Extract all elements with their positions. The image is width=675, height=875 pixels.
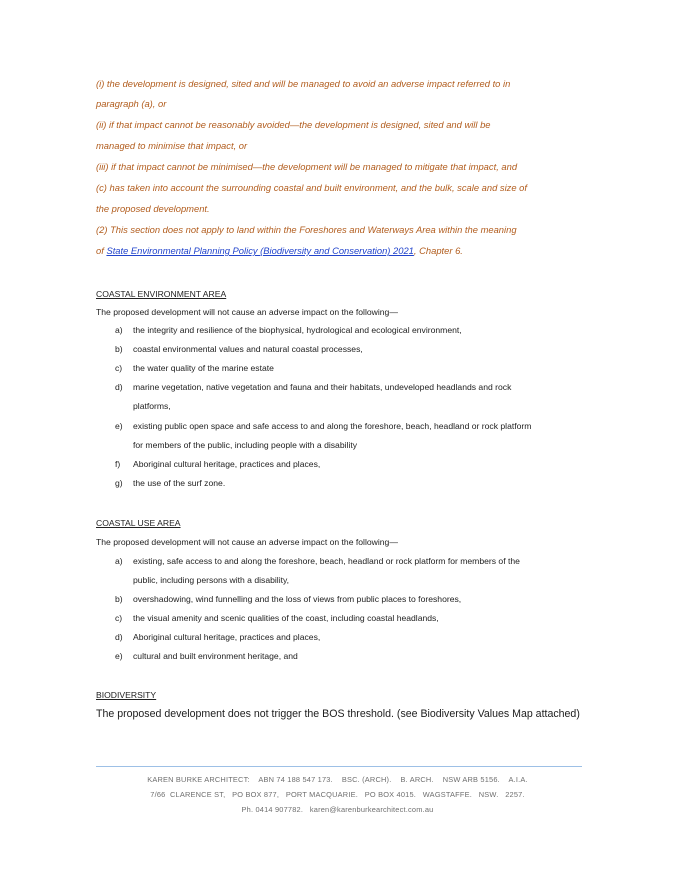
clause-line: (c) has taken into account the surrounding coastal and built environment, and the bulk, scale and size of (96, 182, 527, 193)
clause-line: (iii) if that impact cannot be minimised—the development will be managed to mitigate that impact, and (96, 161, 518, 172)
list-marker: a) (115, 556, 123, 566)
list-marker: e) (115, 421, 123, 431)
list-text: the water quality of the marine estate (133, 363, 274, 373)
coastal-environment-intro: The proposed development will not cause an adverse impact on the following— (96, 307, 398, 317)
biodiversity-statement: The proposed development does not trigger the BOS threshold. (see Biodiversity Values Map attached) (96, 708, 580, 720)
list-marker: c) (115, 363, 123, 373)
list-text: Aboriginal cultural heritage, practices and places, (133, 632, 321, 642)
coastal-use-intro: The proposed development will not cause an adverse impact on the following— (96, 537, 398, 547)
list-text: existing public open space and safe access to and along the foreshore, beach, headland or rock platform (133, 421, 532, 431)
clause-line: (ii) if that impact cannot be reasonably avoided—the development is designed, sited and will be (96, 119, 491, 130)
footer-line-credentials: KAREN BURKE ARCHITECT: ABN 74 188 547 173. BSC. (ARCH). B. ARCH. NSW ARB 5156. A.I.A. (147, 775, 528, 784)
list-text: Aboriginal cultural heritage, practices and places, (133, 459, 321, 469)
list-text: overshadowing, wind funnelling and the loss of views from public places to foreshores, (133, 594, 462, 604)
clause-line: (i) the development is designed, sited and will be managed to avoid an adverse impact referred to in (96, 78, 511, 89)
clause-last-line (96, 245, 596, 257)
list-marker: d) (115, 382, 123, 392)
list-text: cultural and built environment heritage, and (133, 651, 298, 661)
list-text: existing, safe access to and along the foreshore, beach, headland or rock platform for members of the (133, 556, 520, 566)
list-text: coastal environmental values and natural coastal processes, (133, 344, 363, 354)
clause-line: (2) This section does not apply to land within the Foreshores and Waterways Area within the meaning (96, 224, 517, 235)
list-marker: d) (115, 632, 123, 642)
footer-line-contact: Ph. 0414 907782. karen@karenburkearchitect.com.au (241, 805, 434, 814)
coastal-use-heading: COASTAL USE AREA (96, 518, 181, 528)
list-text: public, including persons with a disability, (133, 575, 290, 585)
sepp-link[interactable]: State Environmental Planning Policy (Biodiversity and Conservation) 2021 (106, 245, 414, 256)
list-marker: b) (115, 344, 123, 354)
list-text: for members of the public, including people with a disability (133, 440, 358, 450)
list-text: marine vegetation, native vegetation and fauna and their habitats, undeveloped headlands and rock (133, 382, 512, 392)
clause-prefix: of (96, 245, 107, 256)
footer-divider (96, 766, 582, 767)
list-marker: f) (115, 459, 121, 469)
footer-line-address: 7/66 CLARENCE ST, PO BOX 877, PORT MACQUARIE. PO BOX 4015. WAGSTAFFE. NSW. 2257. (150, 790, 525, 799)
list-text: the integrity and resilience of the biophysical, hydrological and ecological environment, (133, 325, 462, 335)
list-marker: e) (115, 651, 123, 661)
coastal-environment-heading: COASTAL ENVIRONMENT AREA (96, 289, 227, 299)
list-text: platforms, (133, 401, 171, 411)
biodiversity-heading: BIODIVERSITY (96, 690, 157, 700)
clause-line: the proposed development. (96, 203, 210, 214)
clause-suffix: , Chapter 6. (413, 245, 463, 256)
clause-line: paragraph (a), or (96, 98, 167, 109)
list-marker: g) (115, 478, 123, 488)
list-marker: a) (115, 325, 123, 335)
list-text: the visual amenity and scenic qualities of the coast, including coastal headlands, (133, 613, 439, 623)
list-marker: b) (115, 594, 123, 604)
clause-line: managed to minimise that impact, or (96, 140, 248, 151)
list-marker: c) (115, 613, 123, 623)
list-text: the use of the surf zone. (133, 478, 226, 488)
